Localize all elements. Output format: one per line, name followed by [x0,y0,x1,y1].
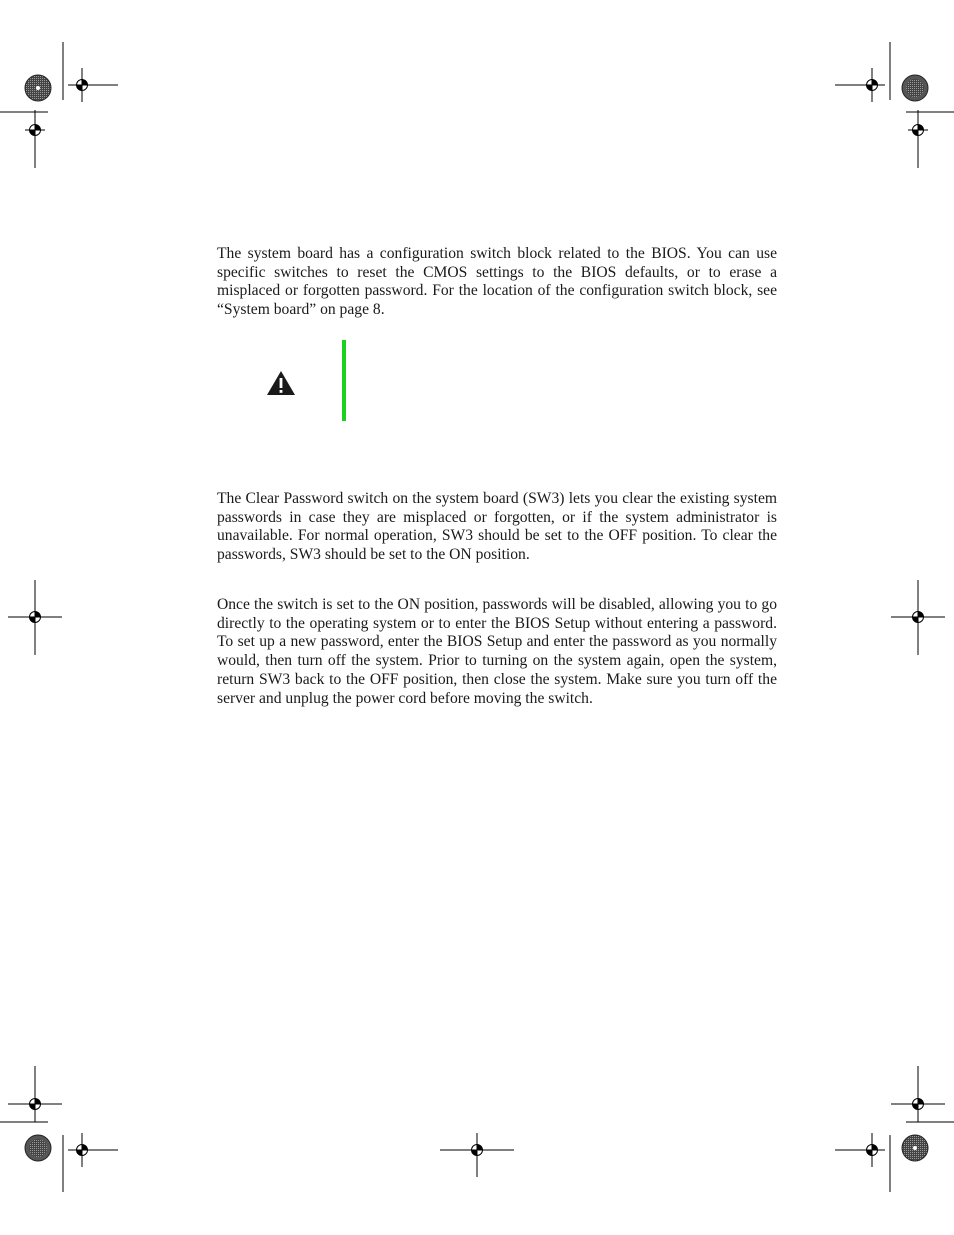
registration-target-icon [908,120,928,140]
registration-target-icon [25,1094,45,1114]
registration-target-icon [862,1140,882,1160]
color-wheel-icon [902,1135,928,1161]
color-wheel-icon [902,75,928,101]
registration-target-icon [72,75,92,95]
password-reset-paragraph: Once the switch is set to the ON position, passwords will be disabled, allowing you to go directly to the operating system or to enter the BIOS Setup without entering a password. To set up a new password, enter the BIOS Setup and enter the password as you normally would, then turn off the system. Prior to turning on the system again, open the system, return SW3 back to the OFF position, then close the system. Make sure you turn off the server and unplug the power cord before moving the switch. [217,596,777,707]
warning-triangle-icon [265,369,297,397]
color-wheel-icon [25,1135,51,1161]
registration-target-icon [72,1140,92,1160]
intro-paragraph: The system board has a configuration switch block related to the BIOS. You can use specific switches to reset the CMOS settings to the BIOS defaults, or to erase a misplaced or forgotten password. For the location of the configuration switch block, see “System board” on page 8. [217,245,777,319]
clear-password-paragraph: The Clear Password switch on the system board (SW3) lets you clear the existing system passwords in case they are misplaced or forgotten, or if the system administrator is unavailable. For normal operation, SW3 should be set to the OFF position. To clear the passwords, SW3 should be set to the ON position. [217,490,777,564]
registration-target-icon [467,1140,487,1160]
registration-target-icon [25,120,45,140]
color-wheel-icon [25,75,51,101]
registration-target-icon [908,607,928,627]
registration-target-icon [862,75,882,95]
registration-target-icon [25,607,45,627]
warning-accent-bar [342,340,346,421]
registration-target-icon [908,1094,928,1114]
